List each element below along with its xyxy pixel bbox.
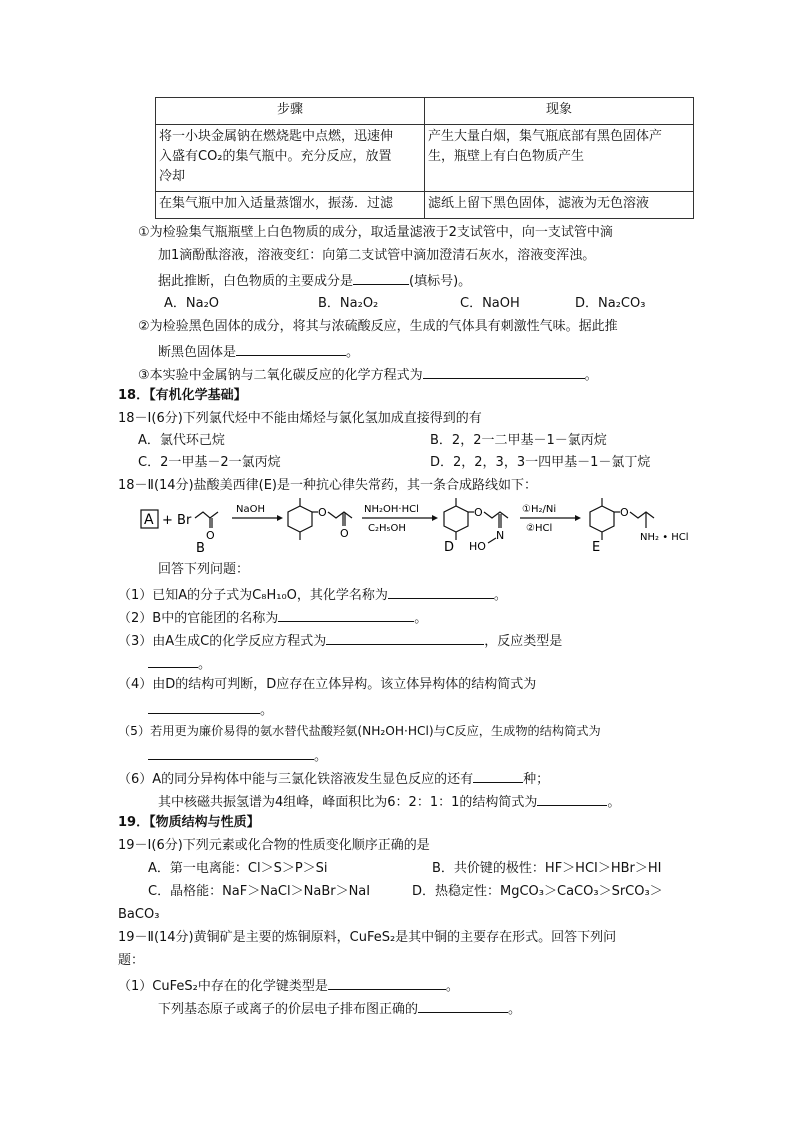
q2-line1: ②为检验黑色固体的成分，将其与浓硫酸反应，生成的气体具有刺激性气味。据此推: [138, 319, 618, 334]
header-phenomenon: 现象: [425, 98, 694, 125]
q3-line: ③本实验中金属钠与二氧化碳反应的化学方程式为 。: [138, 364, 598, 385]
plus-br: + Br: [162, 513, 192, 528]
s18-i-stem: 18－Ⅰ(6分)下列氯代烃中不能由烯烃与氯化氢加成直接得到的有: [118, 411, 482, 426]
s18-i-option-c: C．2一甲基－2一氯丙烷: [138, 455, 281, 470]
svg-text:N: N: [496, 529, 505, 542]
compound-b-chain: [195, 512, 218, 518]
s19-i-option-d: D．热稳定性：MgCO₃＞CaCO₃＞SrCO₃＞: [412, 884, 663, 899]
answer-blank: [423, 364, 585, 379]
s19-ii-stem-1: 19－Ⅱ(14分)黄铜矿是主要的炼铜原料，CuFeS₂是其中铜的主要存在形式。回答下列问: [118, 930, 617, 945]
svg-text:O: O: [474, 506, 483, 519]
compound-e-ring: [590, 506, 614, 532]
s18-i-option-a: A．氯代环己烷: [138, 433, 225, 448]
svg-text:O: O: [318, 506, 327, 519]
s18-q4: （4）由D的结构可判断，D应存在立体异构。该立体异构体的结构简式为: [118, 677, 537, 692]
compound-c-ring: [288, 506, 312, 532]
compound-a-label: A: [144, 512, 154, 528]
row2-step: 在集气瓶中加入适量蒸馏水，振荡．过滤: [156, 192, 425, 219]
answer-blank: [148, 653, 198, 668]
answer-blank: [236, 341, 346, 356]
s19-q1: （1）CuFeS₂中存在的化学键类型是 。: [118, 975, 459, 996]
reagent-ethanol: C₂H₅OH: [368, 523, 406, 534]
s18-q2: （2）B中的官能团的名称为 。: [118, 607, 427, 628]
s18-i-option-b: B．2，2一二甲基－1－氯丙烷: [430, 433, 607, 448]
svg-text:O: O: [340, 527, 349, 540]
section-18-title: 18．【有机化学基础】: [118, 388, 247, 403]
carbonyl-o: O: [206, 529, 215, 542]
s18-q1: （1）已知A的分子式为C₈H₁₀O，其化学名称为 。: [118, 584, 507, 605]
s19-i-option-b: B．共价键的极性：HF＞HCI＞HBr＞HI: [432, 861, 662, 876]
q1-option-b: B．Na₂O₂: [318, 296, 379, 311]
s18-q5: （5）若用更为廉价易得的氨水替代盐酸羟氨(NH₂OH·HCl)与C反应，生成物的结构简式为: [118, 724, 601, 738]
answer-blank: [537, 791, 607, 806]
s18-q5-line2: 。: [148, 745, 327, 766]
answer-blank: [418, 998, 508, 1013]
section-19-title: 19．【物质结构与性质】: [118, 815, 260, 830]
q1-line3: 据此推断，白色物质的主要成分是 (填标号)。: [158, 270, 471, 291]
answer-blank: [353, 270, 409, 285]
s18-ii-stem: 18－Ⅱ(14分)盐酸美西律(E)是一种抗心律失常药，其一条合成路线如下：: [118, 478, 537, 493]
s19-ii-stem-2: 题：: [118, 953, 145, 968]
answer-prompt: 回答下列问题：: [158, 562, 250, 577]
q1-option-d: D．Na₂CO₃: [575, 296, 646, 311]
s18-i-option-d: D．2，2，3，3一四甲基－1－氯丁烷: [430, 455, 651, 470]
q1-line1: ①为检验集气瓶瓶壁上白色物质的成分，取适量滤液于2支试管中，向一支试管中滴: [138, 225, 613, 240]
header-step: 步骤: [156, 98, 425, 125]
reagent-h2-ni: ①H₂/Ni: [522, 504, 557, 515]
compound-b-label: B: [196, 541, 205, 556]
s18-q3-line2: 。: [148, 653, 211, 674]
compound-e-label: E: [592, 540, 601, 555]
synthesis-scheme: [140, 496, 720, 556]
svg-text:O: O: [620, 506, 629, 519]
s19-i-option-c: C．晶格能：NaF＞NaCl＞NaBr＞NaI: [148, 884, 371, 899]
row1-step: 将一小块金属钠在燃烧匙中点燃，迅速伸 入盛有CO₂的集气瓶中。充分反应，放置 冷却: [156, 125, 425, 192]
row2-phenomenon: 滤纸上留下黑色固体，滤液为无色溶液: [425, 192, 694, 219]
s18-q3: （3）由A生成C的化学反应方程式为 ，反应类型是: [118, 630, 562, 651]
q2-line2: 断黑色固体是 。: [158, 341, 359, 362]
answer-blank: [326, 630, 484, 645]
s19-i-option-d-cont: BaCO₃: [118, 907, 160, 922]
row1-phenomenon: 产生大量白烟，集气瓶底部有黑色固体产 生，瓶壁上有白色物质产生: [425, 125, 694, 192]
hydroxyl-label: HO: [469, 540, 486, 553]
answer-blank: [328, 975, 446, 990]
s18-q6: （6）A的同分异构体中能与三氯化铁溶液发生显色反应的还有 种；: [118, 768, 549, 789]
answer-blank: [148, 699, 260, 714]
s19-i-stem: 19－Ⅰ(6分)下列元素或化合物的性质变化顺序正确的是: [118, 838, 430, 853]
compound-d-ring: [444, 506, 468, 532]
q1-option-a: A．Na₂O: [164, 296, 220, 311]
s19-i-option-a: A．第一电离能：Cl＞S＞P＞Si: [148, 861, 328, 876]
q1-option-c: C．NaOH: [460, 296, 520, 311]
s18-q4-line2: 。: [148, 699, 273, 720]
reagent-naoh: NaOH: [236, 504, 265, 515]
s18-q6-line2: 其中核磁共振氢谱为4组峰，峰面积比为6：2：1：1的结构简式为 。: [158, 791, 620, 812]
reagent-hcl: ②HCl: [526, 523, 553, 534]
answer-blank: [278, 607, 414, 622]
s19-q1b: 下列基态原子或离子的价层电子排布图正确的 。: [158, 998, 521, 1019]
answer-blank: [388, 584, 494, 599]
experiment-table: [155, 97, 694, 219]
q1-line2: 加1滴酚酞溶液，溶液变红：向第二支试管中滴加澄清石灰水，溶液变浑浊。: [158, 248, 596, 263]
amine-salt-label: NH₂ • HCl: [640, 532, 689, 543]
reagent-hydroxylamine: NH₂OH·HCl: [364, 504, 419, 515]
answer-blank: [148, 745, 314, 760]
compound-d-label: D: [444, 540, 455, 555]
answer-blank: [473, 768, 523, 783]
